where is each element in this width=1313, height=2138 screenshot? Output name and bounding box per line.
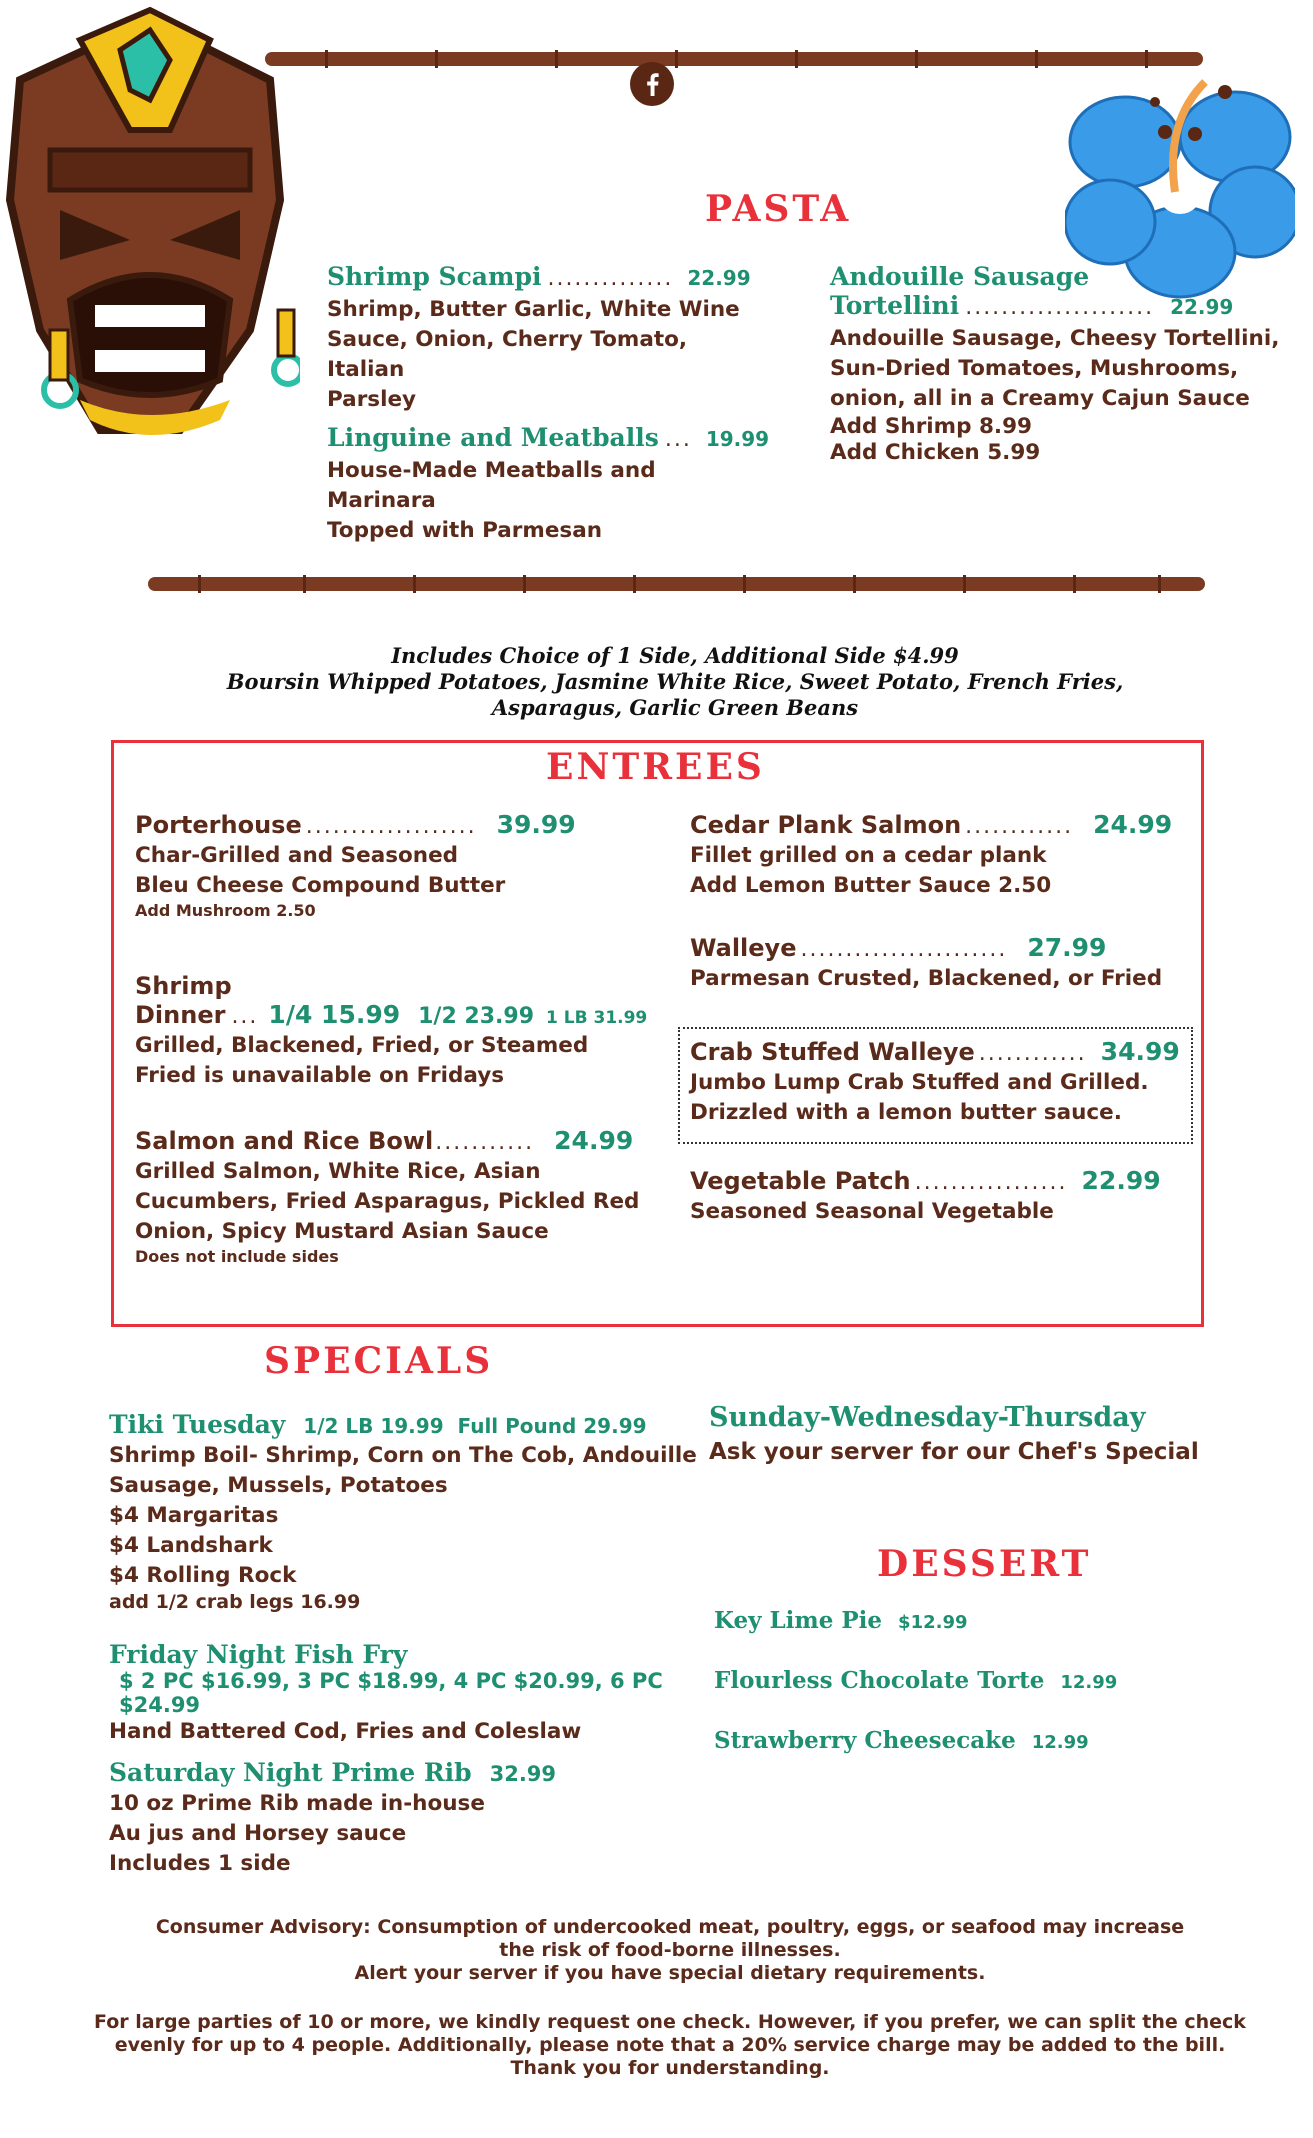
entree-porterhouse [135, 810, 635, 920]
item-name: Saturday Night Prime Rib [109, 1758, 472, 1787]
sides-line-1: Includes Choice of 1 Side, Additional Side $4.99 [391, 643, 959, 668]
item-dots: ... [664, 427, 692, 452]
item-desc: Jumbo Lump Crab Stuffed and Grilled. [690, 1070, 1149, 1095]
item-name: Sunday-Wednesday-Thursday [709, 1402, 1146, 1433]
item-desc: Andouille Sausage, Cheesy Tortellini, [830, 326, 1280, 351]
specials-title: SPECIALS [264, 1340, 494, 1382]
entree-walleye [690, 933, 1190, 994]
item-dots: ........... [435, 1130, 535, 1155]
item-price: 24.99 [1093, 810, 1173, 839]
entree-vegetable-patch [690, 1166, 1190, 1227]
item-desc: Hand Battered Cod, Fries and Coleslaw [109, 1719, 582, 1744]
item-desc: Includes 1 side [109, 1851, 291, 1876]
item-price: 1/2 LB 19.99 Full Pound 29.99 [303, 1414, 647, 1438]
item-desc: Au jus and Horsey sauce [109, 1821, 407, 1846]
item-desc: Ask your server for our Chef's Special [709, 1439, 1199, 1465]
item-name: Vegetable Patch [690, 1167, 911, 1195]
item-name: Linguine and Meatballs [327, 423, 659, 452]
item-desc: Drizzled with a lemon butter sauce. [690, 1100, 1122, 1125]
item-desc: Fillet grilled on a cedar plank [690, 843, 1047, 868]
item-dots: ............ [978, 1041, 1087, 1066]
pasta-item-andouille [830, 262, 1290, 466]
tiki-mask-icon [0, 0, 300, 460]
item-price: 39.99 [496, 810, 576, 839]
middle-bamboo-divider [148, 577, 1205, 591]
item-price: 22.99 [1081, 1166, 1161, 1195]
item-desc: Grilled, Blackened, Fried, or Steamed [135, 1033, 589, 1058]
dessert-item [714, 1727, 1089, 1754]
item-price: $ 2 PC $16.99, 3 PC $18.99, 4 PC $20.99, 6 PC $24.99 [119, 1669, 663, 1717]
party-policy [60, 2011, 1280, 2080]
item-desc: Char-Grilled and Seasoned [135, 843, 459, 868]
item-desc: $4 Rolling Rock [109, 1563, 297, 1588]
item-dots: ..................... [965, 295, 1155, 320]
item-desc: Shrimp Boil- Shrimp, Corn on The Cob, Andouille [109, 1443, 697, 1468]
consumer-advisory [80, 1916, 1260, 1985]
item-desc: Fried is unavailable on Fridays [135, 1063, 505, 1088]
item-price: 22.99 [687, 266, 751, 290]
item-dots: ................... [305, 814, 477, 839]
item-price: 27.99 [1027, 933, 1107, 962]
entrees-title: ENTREES [546, 746, 765, 788]
item-desc: Add Chicken 5.99 [830, 440, 1041, 465]
advisory-line: the risk of food-borne illnesses. [499, 1939, 841, 1961]
item-price: 1/2 23.99 [418, 1004, 535, 1029]
advisory-line: Alert your server if you have special dietary requirements. [354, 1962, 986, 1984]
sides-line-2: Boursin Whipped Potatoes, Jasmine White Rice, Sweet Potato, French Fries, [226, 669, 1124, 694]
dessert-item [714, 1667, 1117, 1694]
item-desc: $4 Margaritas [109, 1503, 279, 1528]
item-desc: Parsley [327, 387, 417, 412]
item-note: add 1/2 crab legs 16.99 [109, 1591, 361, 1613]
item-desc: Topped with Parmesan [327, 518, 603, 543]
item-desc: House-Made Meatballs and Marinara [327, 458, 656, 513]
item-dots: .............. [547, 266, 674, 291]
item-name: Tiki Tuesday [109, 1410, 286, 1439]
item-name: Cedar Plank Salmon [690, 811, 962, 839]
item-desc: Seasoned Seasonal Vegetable [690, 1199, 1054, 1224]
top-bamboo-divider [265, 52, 1203, 66]
pasta-item-shrimp-scampi [327, 262, 757, 415]
item-price: 34.99 [1100, 1037, 1180, 1066]
item-name: Shrimp [135, 972, 232, 1000]
item-desc: Grilled Salmon, White Rice, Asian [135, 1159, 541, 1184]
item-note: Add Mushroom 2.50 [135, 901, 316, 920]
special-tiki-tuesday [109, 1410, 709, 1613]
entree-salmon-bowl [135, 1126, 655, 1266]
item-price: 22.99 [1170, 295, 1234, 319]
item-name: Friday Night Fish Fry [109, 1640, 408, 1669]
item-desc: Shrimp, Butter Garlic, White Wine [327, 297, 740, 322]
item-price: 12.99 [1060, 1672, 1118, 1693]
item-desc: Sauce, Onion, Cherry Tomato, Italian [327, 327, 688, 382]
item-price: 32.99 [489, 1762, 557, 1786]
item-desc: Onion, Spicy Mustard Asian Sauce [135, 1219, 549, 1244]
item-desc: $4 Landshark [109, 1533, 273, 1558]
item-name: Salmon and Rice Bowl [135, 1127, 434, 1155]
item-price: 12.99 [1031, 1732, 1089, 1753]
party-line: evenly for up to 4 people. Additionally, please note that a 20% service charge may be added to the bill. [114, 2034, 1226, 2056]
item-desc: Sun-Dried Tomatoes, Mushrooms, [830, 356, 1239, 381]
item-desc: Bleu Cheese Compound Butter [135, 873, 506, 898]
special-chef [709, 1402, 1269, 1467]
party-line: For large parties of 10 or more, we kindly request one check. However, if you prefer, we can split the check [94, 2011, 1246, 2033]
item-price: $12.99 [898, 1612, 968, 1633]
item-price: 24.99 [554, 1126, 634, 1155]
item-name: Walleye [690, 934, 797, 962]
item-desc: onion, all in a Creamy Cajun Sauce [830, 386, 1250, 411]
advisory-line: Consumer Advisory: Consumption of undercooked meat, poultry, eggs, or seafood may increase [155, 1916, 1185, 1938]
item-desc: Cucumbers, Fried Asparagus, Pickled Red [135, 1189, 640, 1214]
item-desc: Parmesan Crusted, Blackened, or Fried [690, 966, 1163, 991]
item-dots: ... [231, 1004, 259, 1029]
dessert-item [714, 1607, 968, 1634]
item-price: 1 LB 31.99 [546, 1008, 648, 1028]
item-name: Porterhouse [135, 811, 302, 839]
item-desc: Sausage, Mussels, Potatoes [109, 1473, 448, 1498]
pasta-item-linguine [327, 423, 770, 546]
item-name: Dinner [135, 1001, 226, 1029]
item-desc: Add Lemon Butter Sauce 2.50 [690, 873, 1052, 898]
item-dots: ................. [914, 1170, 1068, 1195]
item-price: 1/4 15.99 [268, 1000, 401, 1029]
pasta-title: PASTA [705, 188, 852, 230]
sides-line-3: Asparagus, Garlic Green Beans [491, 695, 859, 720]
entree-cedar-plank [690, 810, 1190, 901]
item-name: Flourless Chocolate Torte [714, 1667, 1045, 1694]
item-name: Key Lime Pie [714, 1607, 883, 1634]
item-name: Strawberry Cheesecake [714, 1727, 1016, 1754]
sides-info [150, 643, 1200, 721]
item-desc: 10 oz Prime Rib made in-house [109, 1791, 485, 1816]
item-dots: ....................... [800, 937, 1008, 962]
item-name: Tortellini [830, 291, 960, 320]
item-name: Crab Stuffed Walleye [690, 1038, 975, 1066]
facebook-icon[interactable] [630, 62, 674, 106]
special-prime-rib [109, 1758, 709, 1879]
special-fish-fry [109, 1640, 729, 1747]
item-dots: ............ [965, 814, 1074, 839]
party-line: Thank you for understanding. [510, 2057, 830, 2079]
item-name: Andouille Sausage [830, 262, 1090, 291]
item-name: Shrimp Scampi [327, 262, 542, 291]
item-desc: Add Shrimp 8.99 [830, 414, 1032, 439]
dessert-title: DESSERT [877, 1543, 1092, 1585]
item-price: 19.99 [705, 427, 770, 451]
item-note: Does not include sides [135, 1247, 339, 1266]
entree-shrimp-dinner [135, 972, 655, 1091]
entree-crab-stuffed-walleye [678, 1027, 1193, 1144]
